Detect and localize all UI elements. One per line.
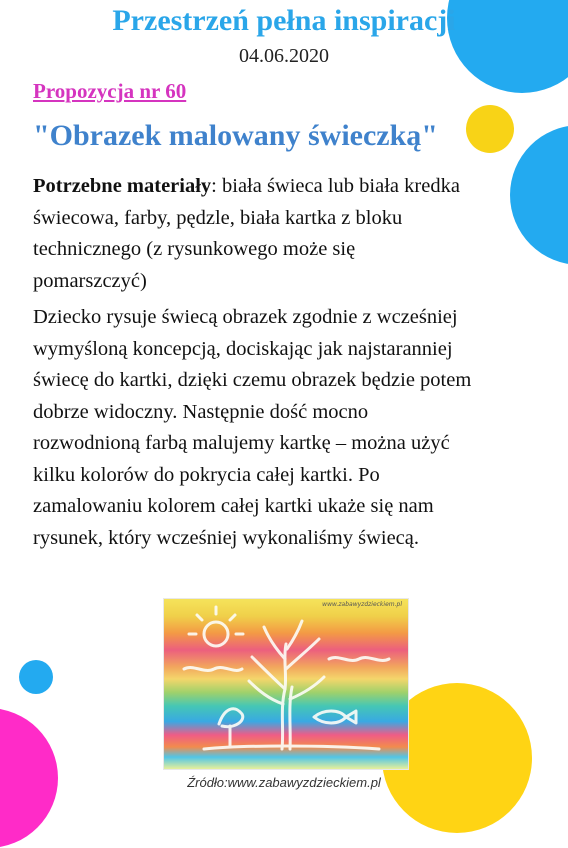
description-paragraph: Dziecko rysuje świecą obrazek zgodnie z wcześniej wymyśloną koncepcją, dociskając jak najstaranniej świecę do kartki, dzięki czemu obrazek będzie potem dobrze widoczny. Następnie dość mocno rozwodnioną farbą malujemy kartkę – można użyć kilku kolorów do pokrycia całej kartki. Po zamalowaniu kolorem całej kartki ukaże się nam rysunek, który wcześniej wykonaliśmy świecą. — [33, 306, 472, 549]
decorative-circle-blue-right — [510, 125, 568, 265]
decorative-circle-yellow-small — [466, 105, 514, 153]
image-watermark: www.zabawyzdzieckiem.pl — [322, 601, 402, 608]
source-caption: Źródło:www.zabawyzdzieckiem.pl — [187, 775, 381, 790]
proposal-label: Propozycja nr 60 — [33, 79, 187, 103]
decorative-circle-blue-left — [19, 660, 53, 694]
candle-drawing-lines — [164, 599, 408, 769]
materials-label: Potrzebne materiały — [33, 175, 212, 197]
page-title: Przestrzeń pełna inspiracji — [112, 4, 456, 37]
page-date: 04.06.2020 — [239, 45, 329, 67]
activity-heading: "Obrazek malowany świeczką" — [33, 119, 438, 152]
materials-text: : biała świeca lub biała kredka świecowa, farby, pędzle, biała kartka z bloku technicznego (z rysunkowego może się pomarszczyć) — [33, 175, 460, 292]
candle-painting-image — [163, 598, 409, 770]
materials-paragraph — [33, 171, 473, 297]
